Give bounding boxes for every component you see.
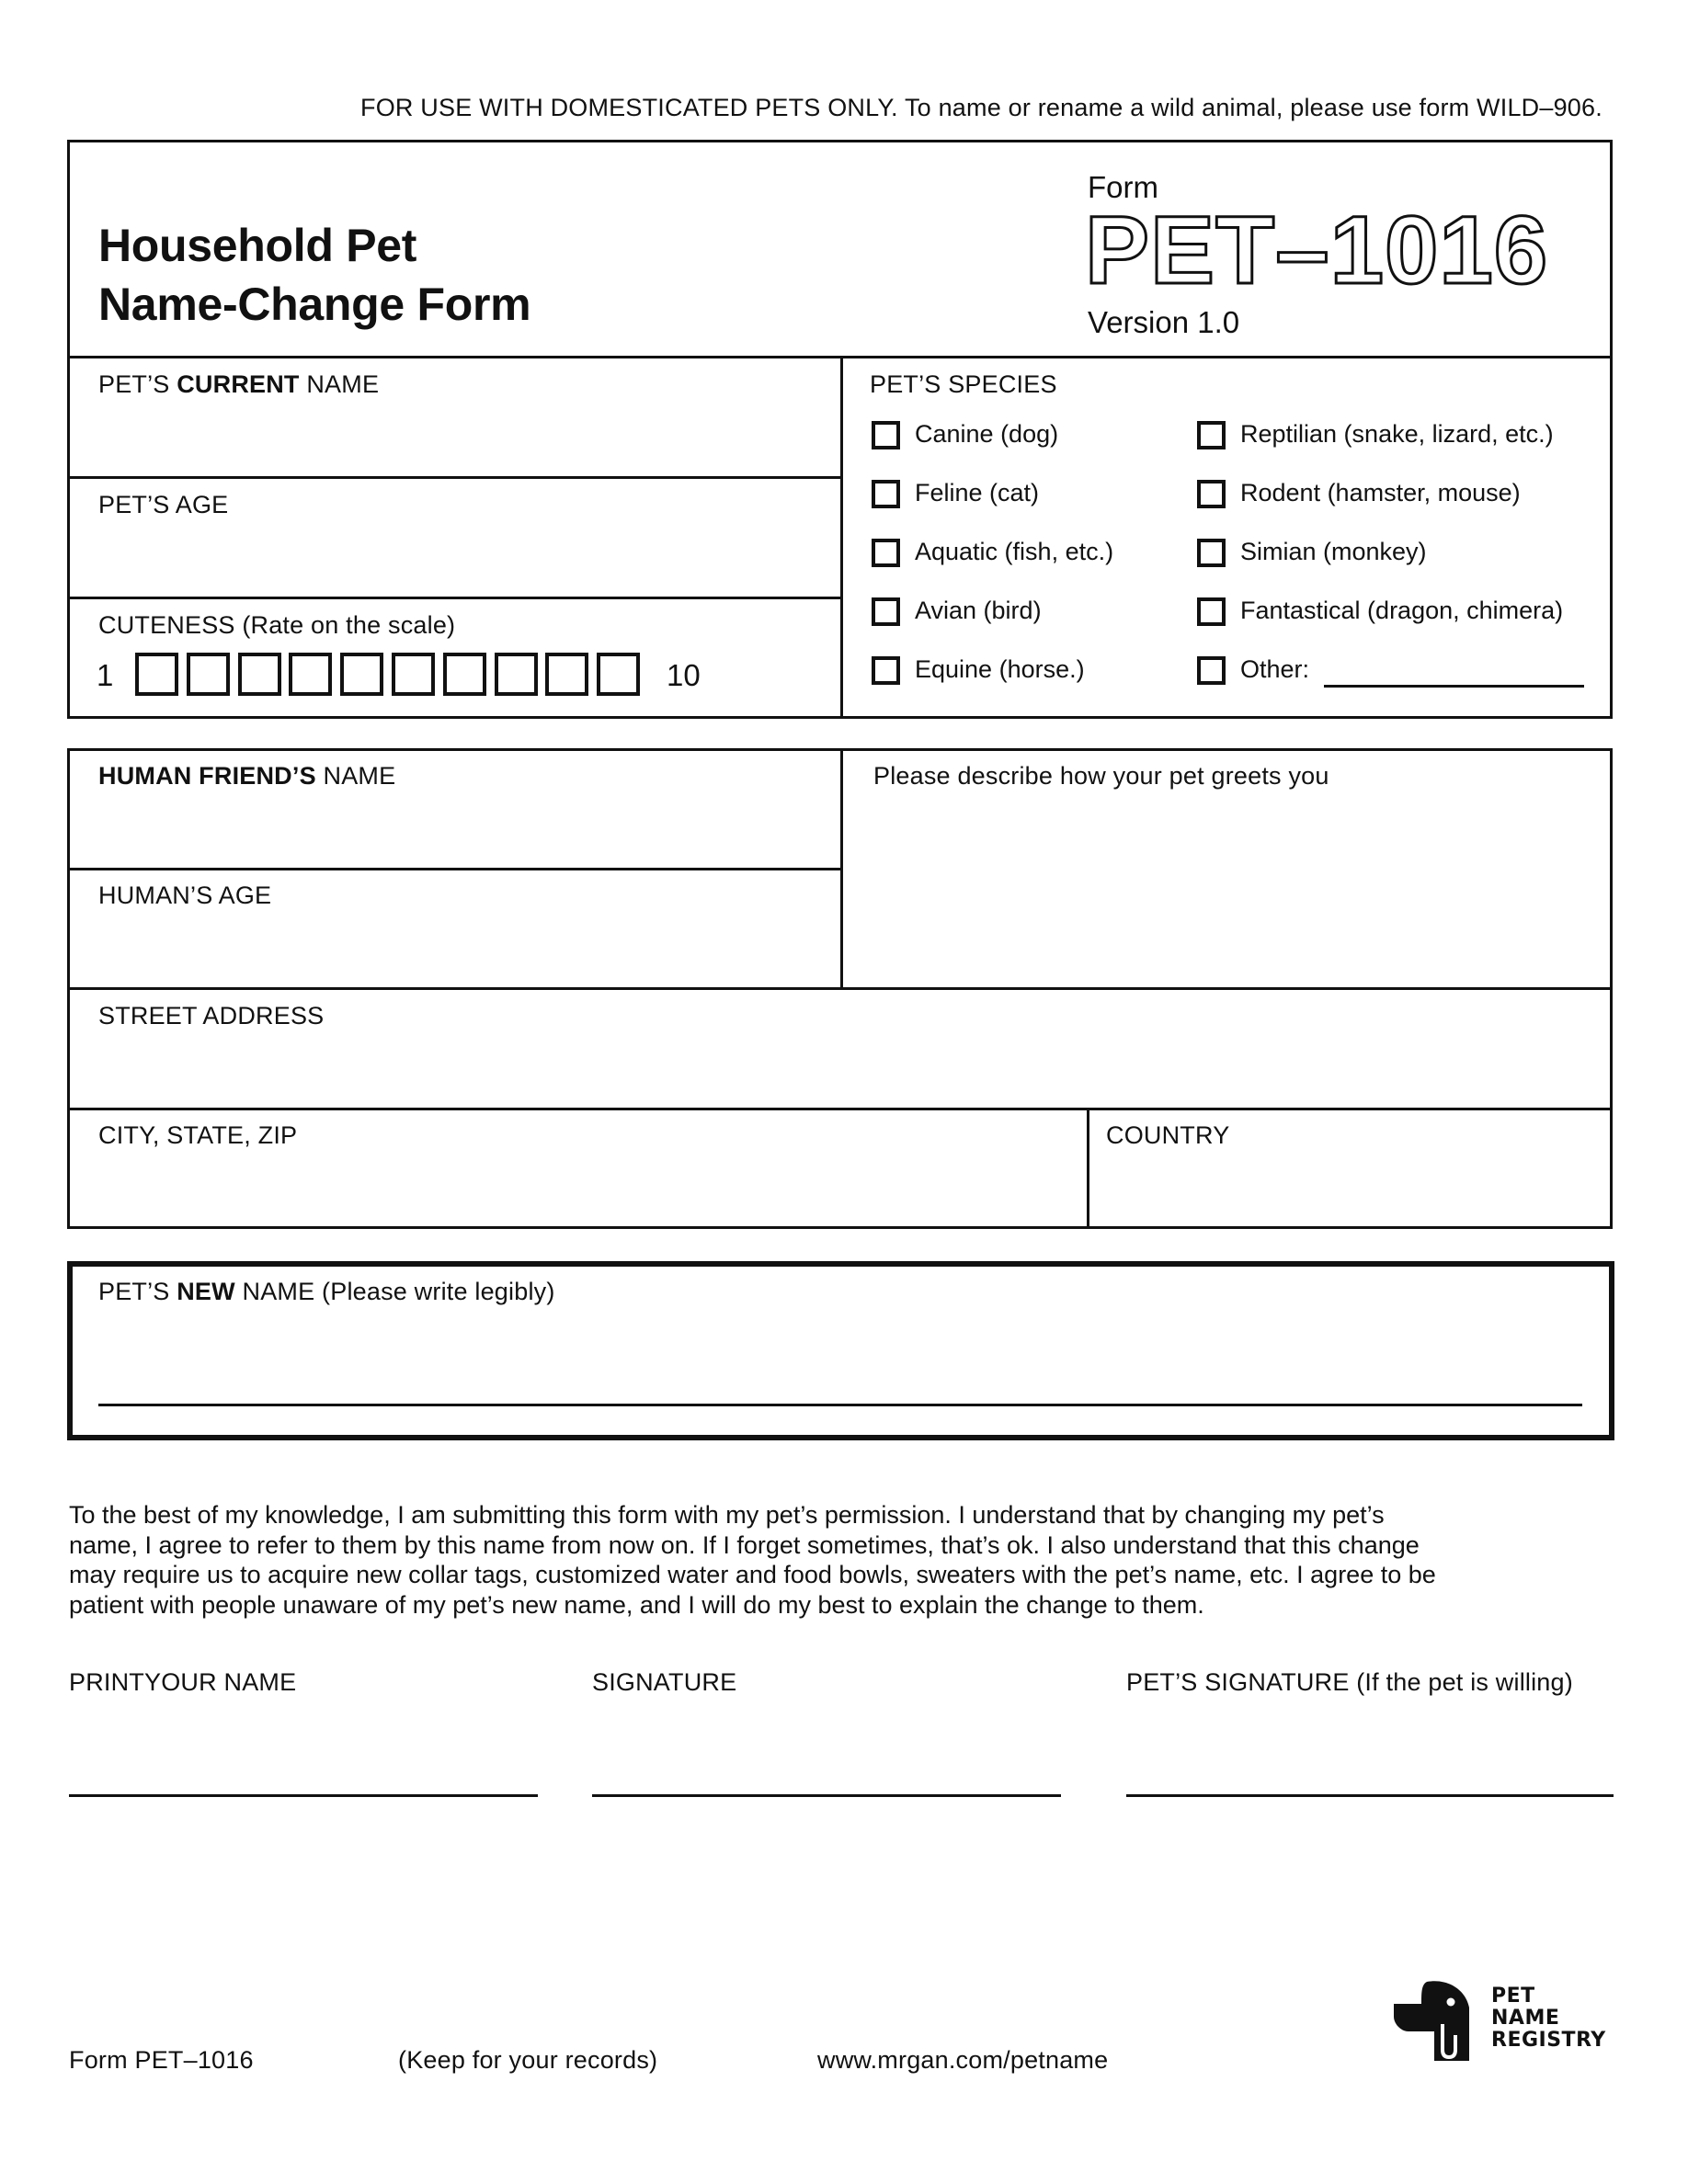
cuteness-box[interactable] <box>443 653 486 696</box>
agreement-line: To the best of my knowledge, I am submitting this form with my pet’s permission. I understand that by changing my pet’s <box>69 1501 1385 1529</box>
cuteness-label: CUTENESS (Rate on the scale) <box>98 611 456 639</box>
species-option-label: Equine (horse.) <box>915 655 1085 683</box>
country-input[interactable] <box>1101 1163 1598 1214</box>
country-divider <box>1087 1108 1089 1229</box>
logo-text-line: PET <box>1491 1985 1535 2008</box>
form-word: Form <box>1088 170 1158 204</box>
species-checkbox[interactable] <box>872 421 900 449</box>
top-notice: FOR USE WITH DOMESTICATED PETS ONLY. To name or rename a wild animal, please use form WILD–906. <box>360 94 1602 121</box>
current-name-divider <box>67 476 842 479</box>
cuteness-box[interactable] <box>289 653 332 696</box>
pet-signature-line <box>1126 1794 1614 1797</box>
species-checkbox[interactable] <box>872 480 900 508</box>
pet-column-divider <box>840 356 843 719</box>
species-option-label: Feline (cat) <box>915 479 1040 506</box>
species-option-label: Fantastical (dragon, chimera) <box>1240 597 1564 624</box>
pet-age-label: PET’S AGE <box>98 491 229 518</box>
signature-input[interactable] <box>592 1737 1061 1789</box>
form-version: Version 1.0 <box>1088 305 1240 339</box>
greeting-input[interactable] <box>864 802 1600 976</box>
footer-url: www.mrgan.com/petname <box>817 2046 1109 2074</box>
species-option-label: Other: <box>1240 655 1310 683</box>
pet-age-input[interactable] <box>92 531 827 583</box>
cuteness-box[interactable] <box>392 653 435 696</box>
cuteness-box[interactable] <box>135 653 178 696</box>
print-name-line <box>69 1794 538 1797</box>
signature-label: SIGNATURE <box>592 1668 737 1696</box>
pet-signature-input[interactable] <box>1126 1737 1614 1789</box>
new-name-line <box>98 1404 1582 1406</box>
logo-text-line: REGISTRY <box>1491 2029 1606 2052</box>
species-option-label: Rodent (hamster, mouse) <box>1240 479 1521 506</box>
form-title-line2: Name-Change Form <box>98 279 531 330</box>
current-name-input[interactable] <box>92 412 827 463</box>
species-checkbox[interactable] <box>872 597 900 626</box>
print-name-input[interactable] <box>69 1737 538 1789</box>
footer-keep-note: (Keep for your records) <box>398 2046 658 2074</box>
species-option-label: Avian (bird) <box>915 597 1042 624</box>
print-name-label: PRINTYOUR NAME <box>69 1668 297 1696</box>
agreement-line: may require us to acquire new collar tags, customized water and food bowls, sweaters with the pet’s name, etc. I agree to be <box>69 1561 1436 1588</box>
species-checkbox[interactable] <box>1197 539 1226 567</box>
age-divider <box>67 597 842 599</box>
form-number: PET–1016 <box>1085 197 1549 304</box>
logo-text-line: NAME <box>1491 2007 1560 2030</box>
scale-max: 10 <box>667 658 701 692</box>
street-label: STREET ADDRESS <box>98 1002 325 1029</box>
city-input[interactable] <box>92 1163 1076 1214</box>
cuteness-box[interactable] <box>597 653 640 696</box>
current-name-label: PET’S CURRENT NAME <box>98 370 380 398</box>
species-label: PET’S SPECIES <box>870 370 1057 398</box>
cuteness-box[interactable] <box>238 653 281 696</box>
species-option-label: Reptilian (snake, lizard, etc.) <box>1240 420 1554 448</box>
species-checkbox[interactable] <box>1197 480 1226 508</box>
friend-name-divider <box>67 868 842 870</box>
species-checkbox[interactable] <box>1197 656 1226 685</box>
logo-text <box>1491 1985 1606 2052</box>
new-name-label: PET’S NEW NAME (Please write legibly) <box>98 1278 555 1305</box>
pet-name-registry-logo <box>1390 1976 1615 2068</box>
species-option-label: Simian (monkey) <box>1240 538 1427 565</box>
species-checkbox[interactable] <box>872 539 900 567</box>
agreement-text <box>69 1500 1595 1620</box>
form-title-line1: Household Pet <box>98 220 417 271</box>
cuteness-box[interactable] <box>545 653 588 696</box>
cuteness-box[interactable] <box>187 653 230 696</box>
city-label: CITY, STATE, ZIP <box>98 1121 298 1149</box>
new-name-input[interactable] <box>99 1351 1570 1403</box>
agreement-line: patient with people unaware of my pet’s new name, and I will do my best to explain the change to them. <box>69 1590 1204 1619</box>
species-option-label: Canine (dog) <box>915 420 1059 448</box>
cuteness-box[interactable] <box>340 653 383 696</box>
friend-name-label: HUMAN FRIEND’S NAME <box>98 762 396 790</box>
greeting-label: Please describe how your pet greets you <box>873 762 1329 790</box>
human-age-label: HUMAN’S AGE <box>98 882 272 909</box>
pet-signature-label: PET’S SIGNATURE (If the pet is willing) <box>1126 1668 1573 1696</box>
scale-min: 1 <box>97 658 114 692</box>
other-species-line <box>1324 685 1584 688</box>
agreement-line: name, I agree to refer to them by this name from now on. If I forget sometimes, that’s ok. I also understand that this change <box>69 1530 1420 1559</box>
species-checkbox[interactable] <box>1197 597 1226 626</box>
species-checkbox[interactable] <box>872 656 900 685</box>
human-age-input[interactable] <box>92 923 827 974</box>
footer-form-ref: Form PET–1016 <box>69 2046 254 2074</box>
country-label: COUNTRY <box>1106 1121 1230 1149</box>
signature-line <box>592 1794 1061 1797</box>
human-age-divider <box>67 987 1613 990</box>
species-option-label: Aquatic (fish, etc.) <box>915 538 1114 565</box>
street-divider <box>67 1108 1613 1110</box>
form-title <box>98 216 530 334</box>
friend-name-input[interactable] <box>92 803 827 855</box>
species-checkbox[interactable] <box>1197 421 1226 449</box>
street-input[interactable] <box>92 1043 1591 1095</box>
cuteness-box[interactable] <box>495 653 538 696</box>
dog-head-icon <box>1390 1976 1482 2068</box>
